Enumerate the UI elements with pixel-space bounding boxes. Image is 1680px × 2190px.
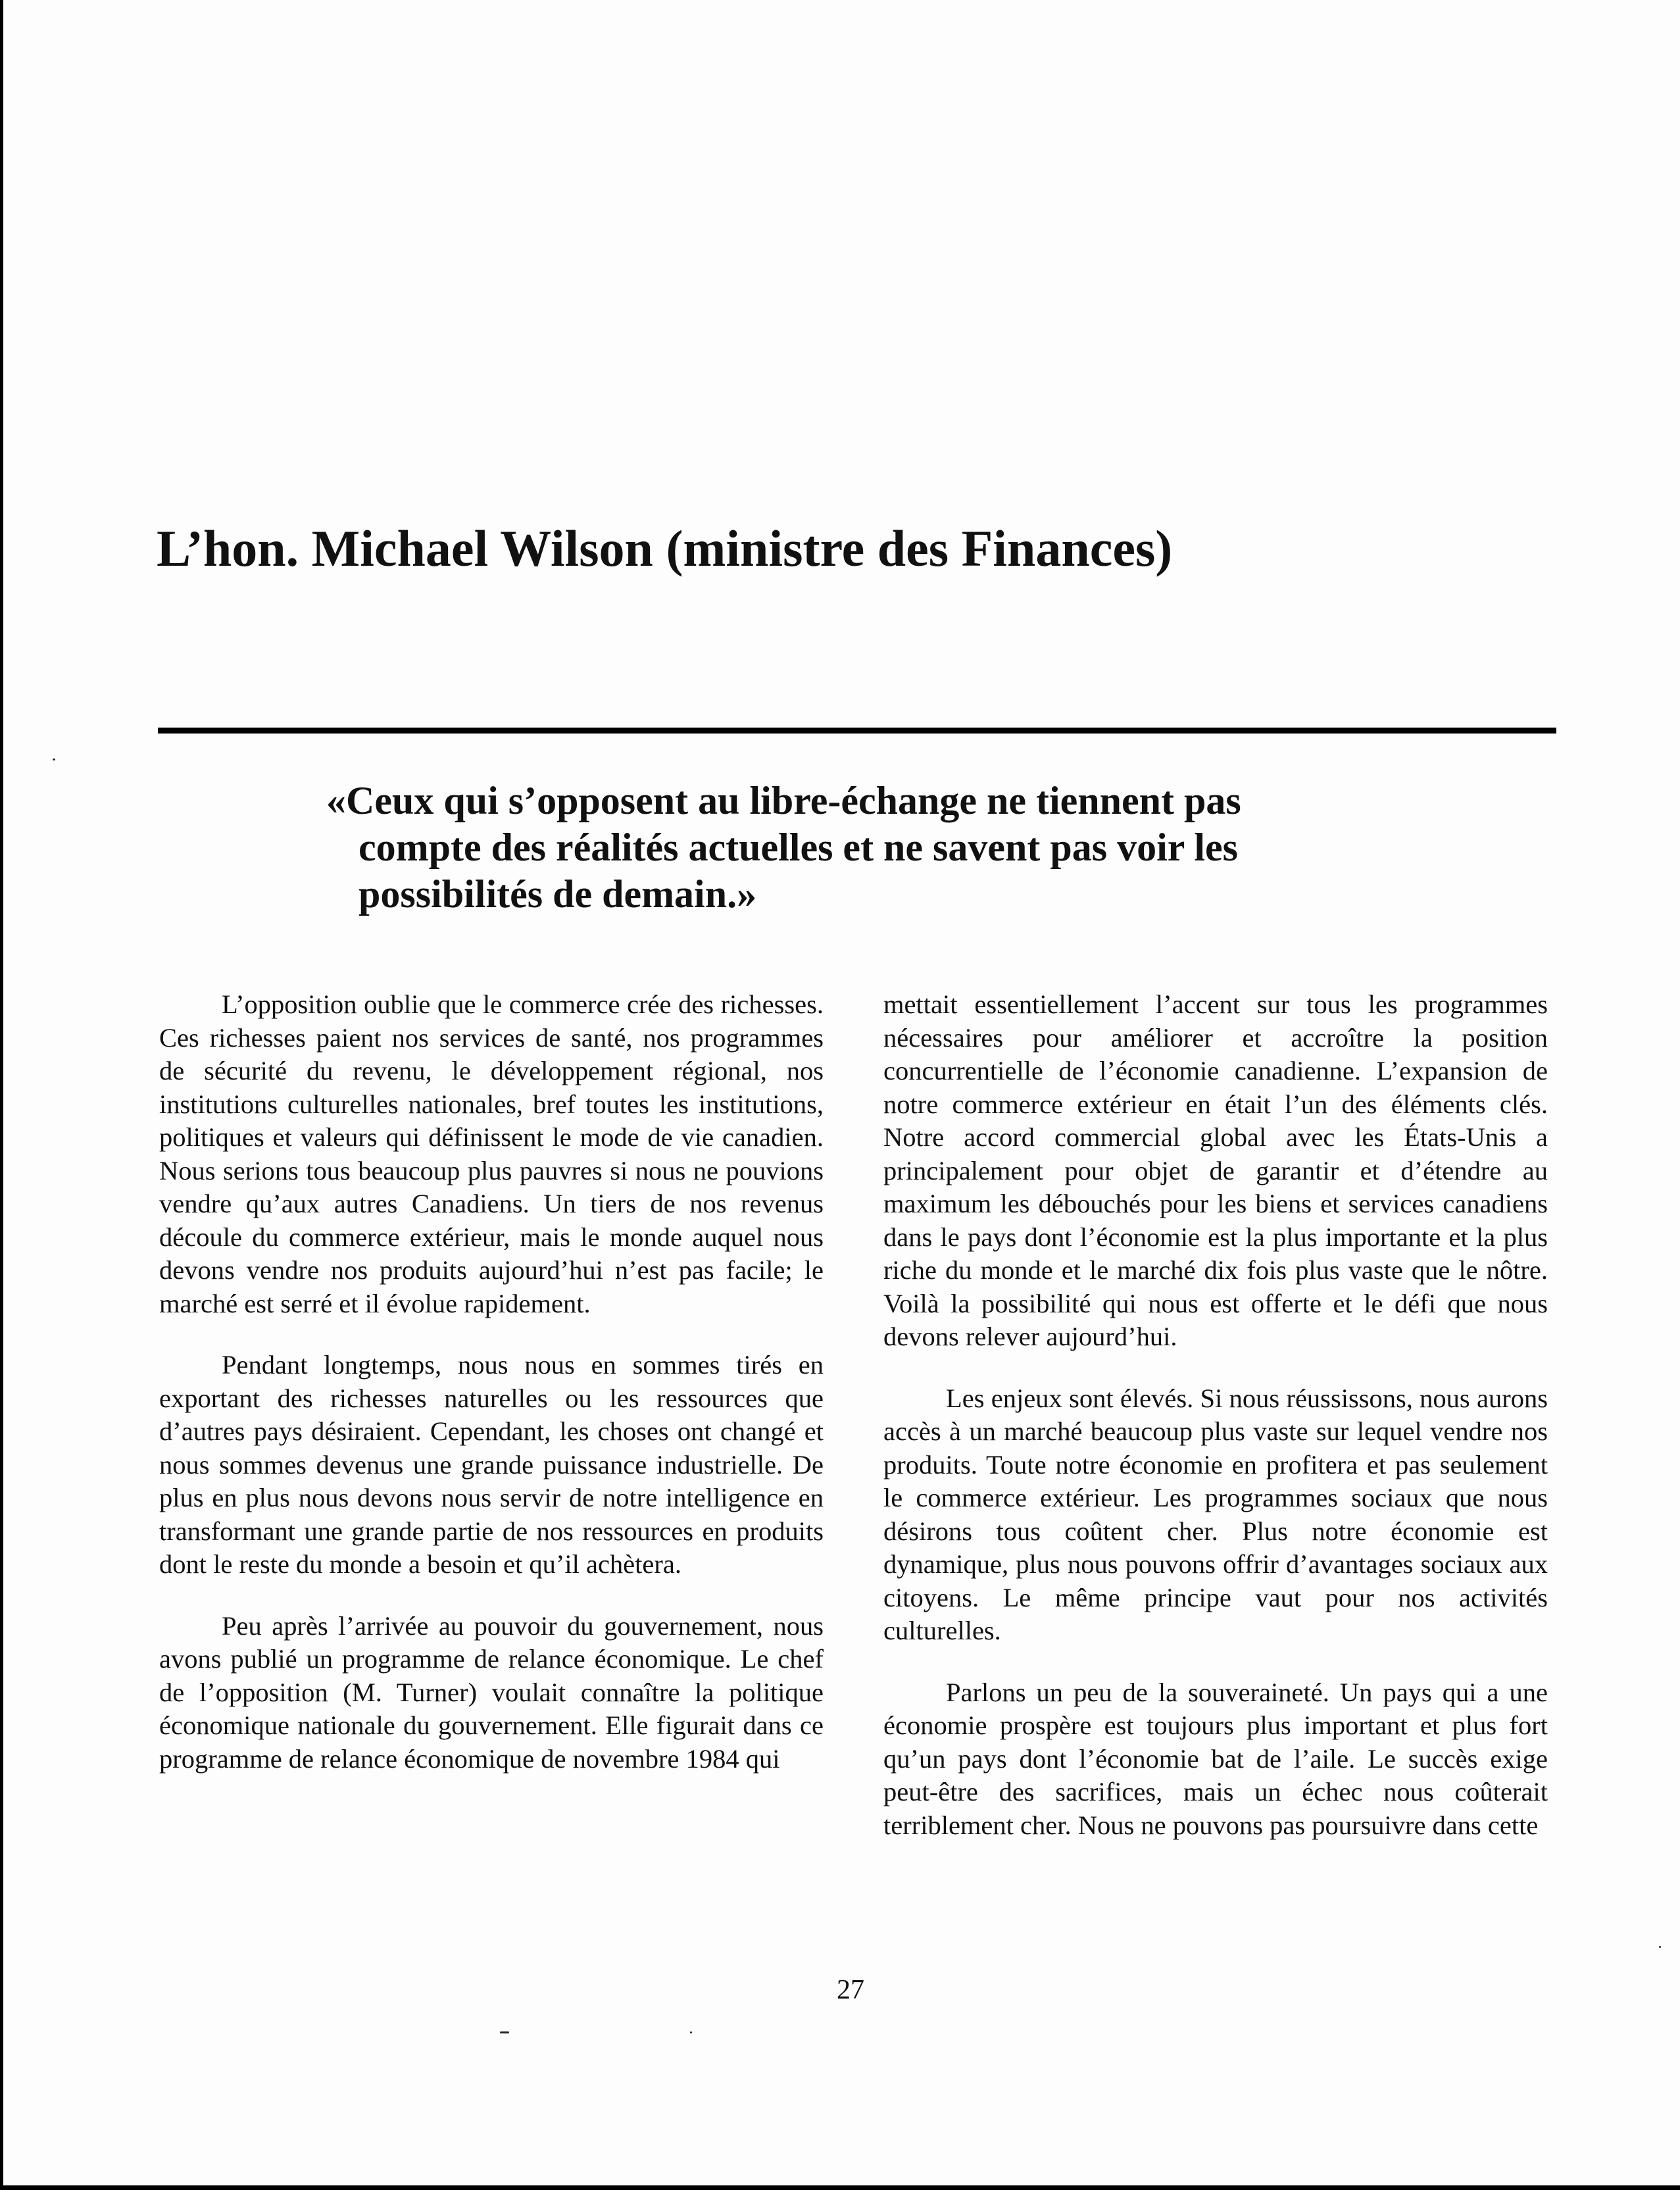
right-column (883, 988, 1548, 1870)
pull-quote-line: compte des réalités actuelles et ne savent pas voir les (358, 826, 1238, 869)
paragraph: L’opposition oublie que le commerce crée des richesses. Ces richesses paient nos services de santé, nos programmes de sécurité du revenu, le développement régional, nos institutions culturelles nationales, bref toutes les institutions, politiques et valeurs qui définissent le mode de vie canadien. Nous serions tous beaucoup plus pauvres si nous ne pouvions vendre qu’aux autres Canadiens. Un tiers de nos revenus découle du commerce extérieur, mais le monde auquel nous devons vendre nos produits aujourd’hui n’est pas facile; le marché est serré et il évolue rapidement. (159, 989, 824, 1318)
scan-speck (1659, 1946, 1661, 1948)
left-column (159, 988, 824, 1804)
page-left-edge (0, 0, 3, 2190)
pull-quote-line: possibilités de demain.» (358, 872, 757, 916)
scan-speck (500, 2031, 509, 2033)
paragraph: Pendant longtemps, nous nous en sommes tirés en exportant des richesses naturelles ou les ressources que d’autres pays désiraient. Cependant, les choses ont changé et nous sommes devenus une grande puissance industrielle. De plus en plus nous devons nous servir de notre intelligence en transformant une grande partie de nos ressources en produits dont le reste du monde a besoin et qu’il achètera. (159, 1350, 824, 1579)
scan-speck (690, 2031, 692, 2033)
page-number: 27 (837, 1975, 864, 2005)
speaker-title: L’hon. Michael Wilson (ministre des Finances) (157, 520, 1173, 577)
pull-quote (326, 778, 1445, 918)
paragraph: Les enjeux sont élevés. Si nous réussissons, nous aurons accès à un marché beaucoup plus vaste sur lequel vendre nos produits. Toute notre économie en profitera et pas seulement le commerce extérieur. Les programmes sociaux que nous désirons tous coûtent cher. Plus notre économie est dynamique, plus nous pouvons offrir d’avantages sociaux aux citoyens. Le même principe vaut pour nos activités culturelles. (883, 1383, 1548, 1645)
page-bottom-edge (0, 2185, 1680, 2190)
scan-speck (53, 759, 55, 760)
title-rule (158, 728, 1556, 734)
paragraph: Parlons un peu de la souveraineté. Un pays qui a une économie prospère est toujours plus important et plus fort qu’un pays dont l’économie bat de l’aile. Le succès exige peut-être des sacrifices, mais un échec nous coûterait terriblement cher. Nous ne pouvons pas poursuivre dans cette (883, 1677, 1548, 1840)
paragraph: mettait essentiellement l’accent sur tous les programmes nécessaires pour améliorer et accroître la position concurrentielle de l’économie canadienne. L’expansion de notre commerce extérieur en était l’un des éléments clés. Notre accord commercial global avec les États-Unis a principalement pour objet de garantir et d’étendre au maximum les débouchés pour les biens et services canadiens dans le pays dont l’économie est la plus importante et la plus riche du monde et le marché dix fois plus vaste que le nôtre. Voilà la possibilité qui nous est offerte et le défi que nous devons relever aujourd’hui. (883, 989, 1548, 1351)
paragraph: Peu après l’arrivée au pouvoir du gouvernement, nous avons publié un programme de relance économique. Le chef de l’opposition (M. Turner) voulait connaître la politique économique nationale du gouvernement. Elle figurait dans ce programme de relance économique de novembre 1984 qui (159, 1610, 824, 1774)
pull-quote-line: «Ceux qui s’opposent au libre-échange ne tiennent pas (326, 779, 1241, 822)
